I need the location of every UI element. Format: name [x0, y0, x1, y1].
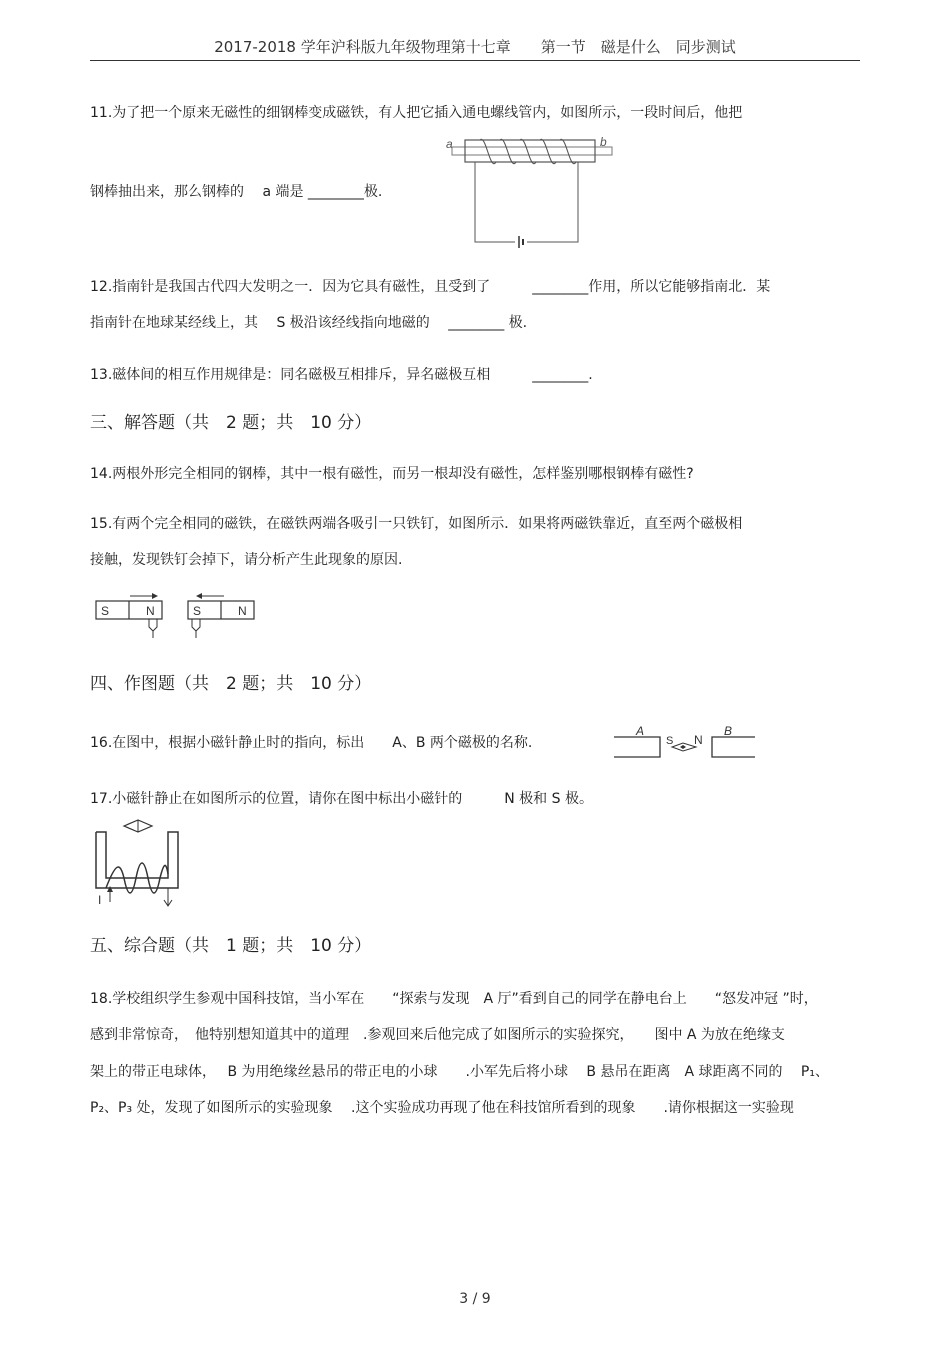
question-15-line-2: 接触，发现铁钉会掉下，请分析产生此现象的原因.	[90, 552, 403, 568]
poles-ab-figure	[612, 723, 757, 761]
section-4-heading: 四、作图题（共 2 题；共 10 分）	[90, 674, 372, 694]
question-12-line-1: 12.指南针是我国古代四大发明之一．因为它具有磁性，且受到了 ________作用，所以它能够指南北．某	[90, 279, 771, 295]
magnet1-n-label: N	[146, 604, 155, 618]
solenoid-figure	[440, 132, 620, 250]
label-a: a	[446, 137, 453, 151]
section-5-heading: 五、综合题（共 1 题；共 10 分）	[90, 936, 372, 956]
question-18-line-2: 感到非常惊奇， 他特别想知道其中的道理 .参观回来后他完成了如图所示的实验探究， 图中 A 为放在绝缘支	[90, 1027, 785, 1043]
question-18-line-1: 18.学校组织学生参观中国科技馆，当小军在 “探索与发现 A 厅”看到自己的同学在静电台上 “怒发冲冠 ”时，	[90, 991, 818, 1007]
question-13: 13.磁体间的相互作用规律是：同名磁极互相排斥，异名磁极互相 ________.	[90, 367, 593, 383]
question-15-line-1: 15.有两个完全相同的磁铁，在磁铁两端各吸引一只铁钉，如图所示．如果将两磁铁靠近，直至两个磁极相	[90, 516, 743, 532]
needle-s-label: S	[666, 735, 674, 747]
question-17: 17.小磁针静止在如图所示的位置，请你在图中标出小磁针的 N 极和 S 极。	[90, 791, 593, 807]
two-magnets-figure	[92, 588, 267, 643]
magnet2-n-label: N	[238, 604, 247, 618]
question-18-line-3: 架上的带正电球体， B 为用绝缘丝悬吊的带正电的小球 .小军先后将小球 B 悬吊在距离 A 球距离不同的 P₁、	[90, 1064, 829, 1080]
current-i-label: I	[98, 893, 102, 907]
label-b: b	[600, 135, 607, 149]
question-11-line-1: 11.为了把一个原来无磁性的细钢棒变成磁铁，有人把它插入通电螺线管内，如图所示，一段时间后，他把	[90, 105, 743, 121]
question-11-line-2: 钢棒抽出来，那么钢棒的 a 端是 ________极.	[90, 184, 383, 200]
pole-a-label: A	[636, 724, 645, 738]
question-12-line-2: 指南针在地球某经线上，其 S 极沿该经线指向地磁的 ________ 极.	[90, 315, 528, 331]
magnet2-s-label: S	[193, 604, 202, 618]
magnet1-s-label: S	[101, 604, 110, 618]
section-3-heading: 三、解答题（共 2 题；共 10 分）	[90, 413, 372, 433]
u-magnet-figure	[92, 818, 192, 913]
question-18-line-4: P₂、P₃ 处，发现了如图所示的实验现象 .这个实验成功再现了他在科技馆所看到的现象 .请你根据这一实验现	[90, 1100, 794, 1116]
needle-n-label: N	[694, 733, 703, 747]
page-header: 2017-2018 学年沪科版九年级物理第十七章 第一节 磁是什么 同步测试	[214, 38, 736, 56]
pole-b-label: B	[724, 724, 733, 738]
question-14: 14.两根外形完全相同的钢棒，其中一根有磁性，而另一根却没有磁性，怎样鉴别哪根钢棒有磁性?	[90, 466, 694, 482]
question-16: 16.在图中，根据小磁针静止时的指向，标出 A、B 两个磁极的名称.	[90, 735, 533, 751]
page-number: 3 / 9	[459, 1291, 491, 1307]
header-divider	[90, 60, 860, 61]
